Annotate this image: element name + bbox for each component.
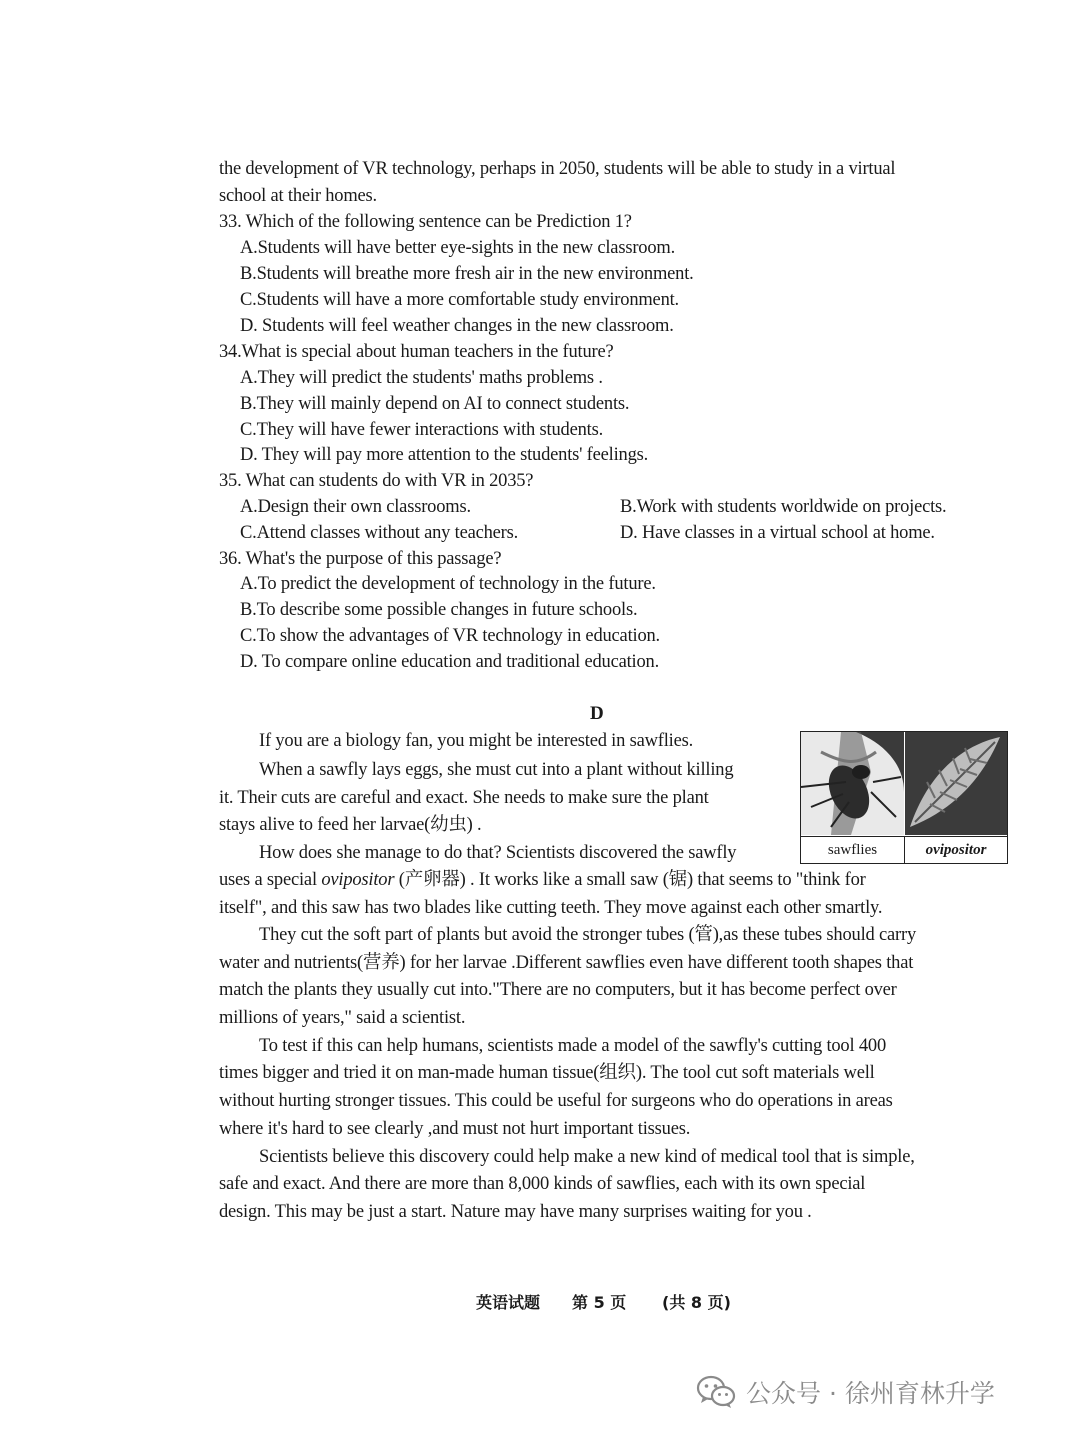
ovipositor-image	[905, 732, 1007, 835]
question-34-option-c: C.They will have fewer interactions with students.	[240, 420, 603, 440]
question-34-stem: 34.What is special about human teachers in the future?	[219, 342, 614, 362]
question-35-option-b: B.Work with students worldwide on projects.	[620, 497, 947, 517]
passage-d-line: where it's hard to see clearly ,and must not hurt important tissues.	[219, 1119, 691, 1139]
question-33-option-b: B.Students will breathe more fresh air in the new environment.	[240, 264, 694, 284]
passage-d-line: If you are a biology fan, you might be interested in sawflies.	[259, 731, 694, 751]
ovipositor-photo	[905, 732, 1007, 835]
passage-d-line: They cut the soft part of plants but avoid the stronger tubes (管),as these tubes should carry	[259, 925, 916, 945]
question-33-stem: 33. Which of the following sentence can be Prediction 1?	[219, 212, 632, 232]
watermark	[696, 1372, 995, 1412]
figure-caption-ovipositor: ovipositor	[905, 836, 1007, 864]
passage-d-text: (产卵器) . It works like a small saw (锯) that seems to "think for	[394, 870, 866, 890]
passage-text-line: school at their homes.	[219, 186, 377, 206]
watermark-text: 公众号 · 徐州育林升学	[746, 1379, 995, 1408]
passage-d-line: To test if this can help humans, scientists made a model of the sawfly's cutting tool 400	[259, 1036, 886, 1056]
passage-d-line: water and nutrients(营养) for her larvae .Different sawflies even have different tooth shapes that	[219, 953, 914, 973]
footer-subject: 英语试题	[476, 1293, 541, 1312]
footer-page-number: 第 5 页	[572, 1293, 627, 1312]
question-33-option-c: C.Students will have a more comfortable study environment.	[240, 290, 679, 310]
passage-d-line: design. This may be just a start. Nature may have many surprises waiting for you .	[219, 1202, 812, 1222]
footer-total-pages: (共 8 页)	[662, 1293, 731, 1312]
passage-d-line: Scientists believe this discovery could help make a new kind of medical tool that is simple,	[259, 1147, 915, 1167]
passage-d-line: times bigger and tried it on man-made human tissue(组织). The tool cut soft materials well	[219, 1063, 875, 1083]
passage-text-line: the development of VR technology, perhaps in 2050, students will be able to study in a virtual	[219, 159, 896, 179]
sawfly-image	[801, 732, 904, 835]
question-34-option-a: A.They will predict the students' maths problems .	[240, 368, 603, 388]
wechat-icon	[696, 1375, 736, 1409]
section-d-title: D	[590, 703, 604, 724]
question-34-option-b: B.They will mainly depend on AI to connect students.	[240, 394, 630, 414]
question-36-option-b: B.To describe some possible changes in future schools.	[240, 600, 638, 620]
question-36-option-d: D. To compare online education and traditional education.	[240, 652, 660, 672]
passage-d-line: it. Their cuts are careful and exact. She needs to make sure the plant	[219, 788, 709, 808]
passage-d-line: safe and exact. And there are more than 8,000 kinds of sawflies, each with its own special	[219, 1174, 866, 1194]
question-36-option-a: A.To predict the development of technology in the future.	[240, 574, 656, 594]
question-35-option-d: D. Have classes in a virtual school at home.	[620, 523, 935, 543]
passage-d-line: match the plants they usually cut into."There are no computers, but it has become perfect over	[219, 980, 897, 1000]
question-33-option-d: D. Students will feel weather changes in the new classroom.	[240, 316, 674, 336]
passage-d-line: When a sawfly lays eggs, she must cut into a plant without killing	[259, 760, 734, 780]
passage-d-text: uses a special	[219, 870, 322, 890]
passage-d-line: itself", and this saw has two blades like cutting teeth. They move against each other smartly.	[219, 898, 883, 918]
question-36-option-c: C.To show the advantages of VR technology in education.	[240, 626, 660, 646]
figure-caption-sawflies: sawflies	[801, 836, 905, 864]
sawfly-photo	[801, 732, 904, 835]
question-33-option-a: A.Students will have better eye-sights in the new classroom.	[240, 238, 675, 258]
question-36-stem: 36. What's the purpose of this passage?	[219, 549, 502, 569]
sawfly-figure	[800, 731, 1008, 864]
question-34-option-d: D. They will pay more attention to the students' feelings.	[240, 445, 649, 465]
ovipositor-term: ovipositor	[321, 870, 395, 890]
passage-d-line	[219, 868, 866, 892]
passage-d-line: stays alive to feed her larvae(幼虫) .	[219, 815, 482, 835]
passage-d-line: millions of years," said a scientist.	[219, 1008, 466, 1028]
question-35-option-a: A.Design their own classrooms.	[240, 497, 471, 517]
passage-d-line: without hurting stronger tissues. This could be useful for surgeons who do operations in areas	[219, 1091, 893, 1111]
question-35-option-c: C.Attend classes without any teachers.	[240, 523, 519, 543]
passage-d-line: How does she manage to do that? Scientists discovered the sawfly	[259, 843, 737, 863]
question-35-stem: 35. What can students do with VR in 2035?	[219, 471, 534, 491]
